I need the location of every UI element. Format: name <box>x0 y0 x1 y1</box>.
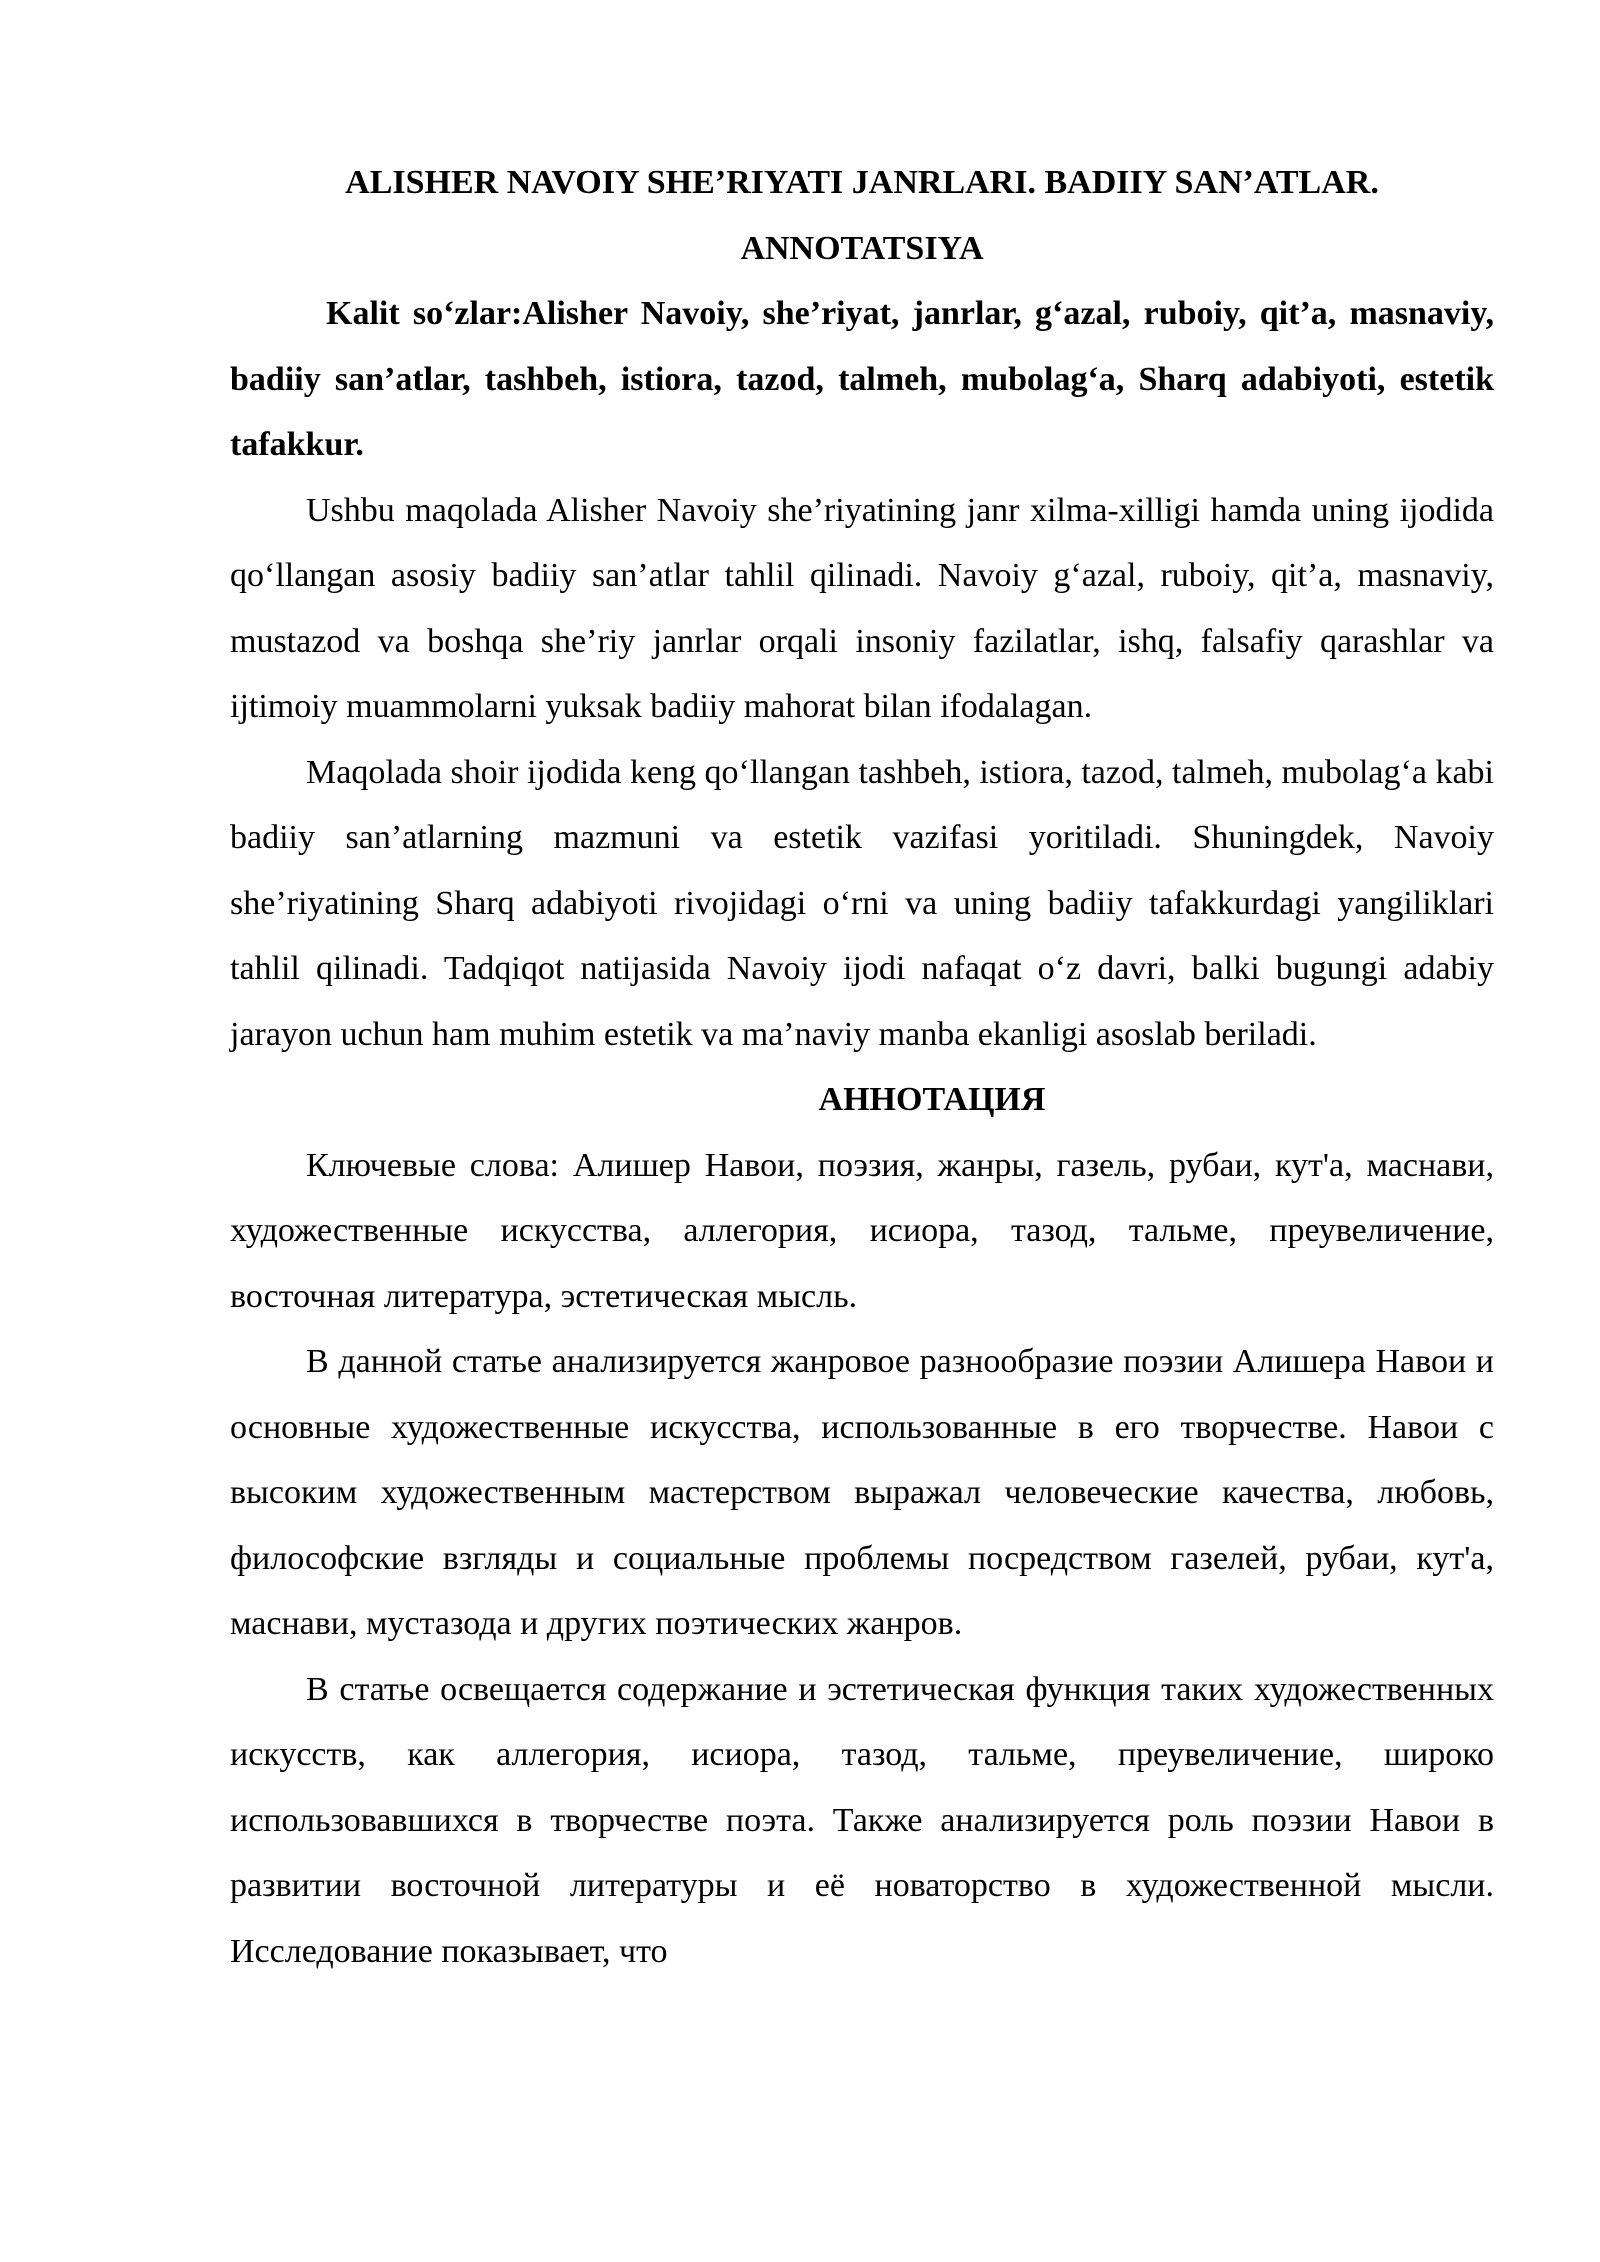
annotation-heading-uz: ANNOTATSIYA <box>740 229 984 267</box>
abstract-ru-paragraph-1: В данной статье анализируется жанровое разнообразие поэзии Алишера Навои и основные художественные искусства, использованные в его творчестве. Навои с высоким художественным мастерством выражал человеческие качества, любовь, философские взгляды и социальные проблемы посредством газелей, рубаи, кут'а, маснави, мустазода и других поэтических жанров. <box>230 1343 1494 1642</box>
abstract-uz-paragraph-1: Ushbu maqolada Alisher Navoiy she’riyatining janr xilma-xilligi hamda uning ijodida qo‘llangan asosiy badiiy san’atlar tahlil qilinadi. Navoiy g‘azal, ruboiy, qit’a, masnaviy, mustazod va boshqa she’riy janrlar orqali insoniy fazilatlar, ishq, falsafiy qarashlar va ijtimoiy muammolarni yuksak badiiy mahorat bilan ifodalagan. <box>230 491 1494 725</box>
keywords-ru: Ключевые слова: Алишер Навои, поэзия, жанры, газель, рубаи, кут'а, маснави, художественные искусства, аллегория, исиора, тазод, тальме, преувеличение, восточная литература, эстетическая мысль. <box>230 1146 1494 1315</box>
abstract-ru-paragraph-2: В статье освещается содержание и эстетическая функция таких художественных искусств, как аллегория, исиора, тазод, тальме, преувеличение, широко использовавшихся в творчестве поэта. Также анализируется роль поэзии Навои в развитии восточной литературы и её новаторство в художественной мысли. Исследование показывает, что <box>230 1670 1494 1970</box>
document-body <box>230 150 1494 1984</box>
keywords-uz: Kalit so‘zlar:Alisher Navoiy, she’riyat, janrlar, g‘azal, ruboiy, qit’a, masnaviy, badiiy san’atlar, tashbeh, istiora, tazod, talmeh, mubolag‘a, Sharq adabiyoti, estetik tafakkur. <box>230 295 1494 463</box>
document-title: ALISHER NAVOIY SHE’RIYATI JANRLARI. BADIIY SAN’ATLAR. <box>345 164 1379 201</box>
abstract-uz-paragraph-2: Maqolada shoir ijodida keng qo‘llangan tashbeh, istiora, tazod, talmeh, mubolag‘a kabi badiiy san’atlarning mazmuni va estetik vazifasi yoritiladi. Shuningdek, Navoiy she’riyatining Sharq adabiyoti rivojidagi o‘rni va uning badiiy tafakkurdagi yangiliklari tahlil qilinadi. Tadqiqot natijasida Navoiy ijodi nafaqat o‘z davri, balki bugungi adabiy jarayon uchun ham muhim estetik va ma’naviy manba ekanligi asoslab beriladi. <box>230 753 1494 1053</box>
annotation-heading-ru: АННОТАЦИЯ <box>818 1081 1046 1118</box>
